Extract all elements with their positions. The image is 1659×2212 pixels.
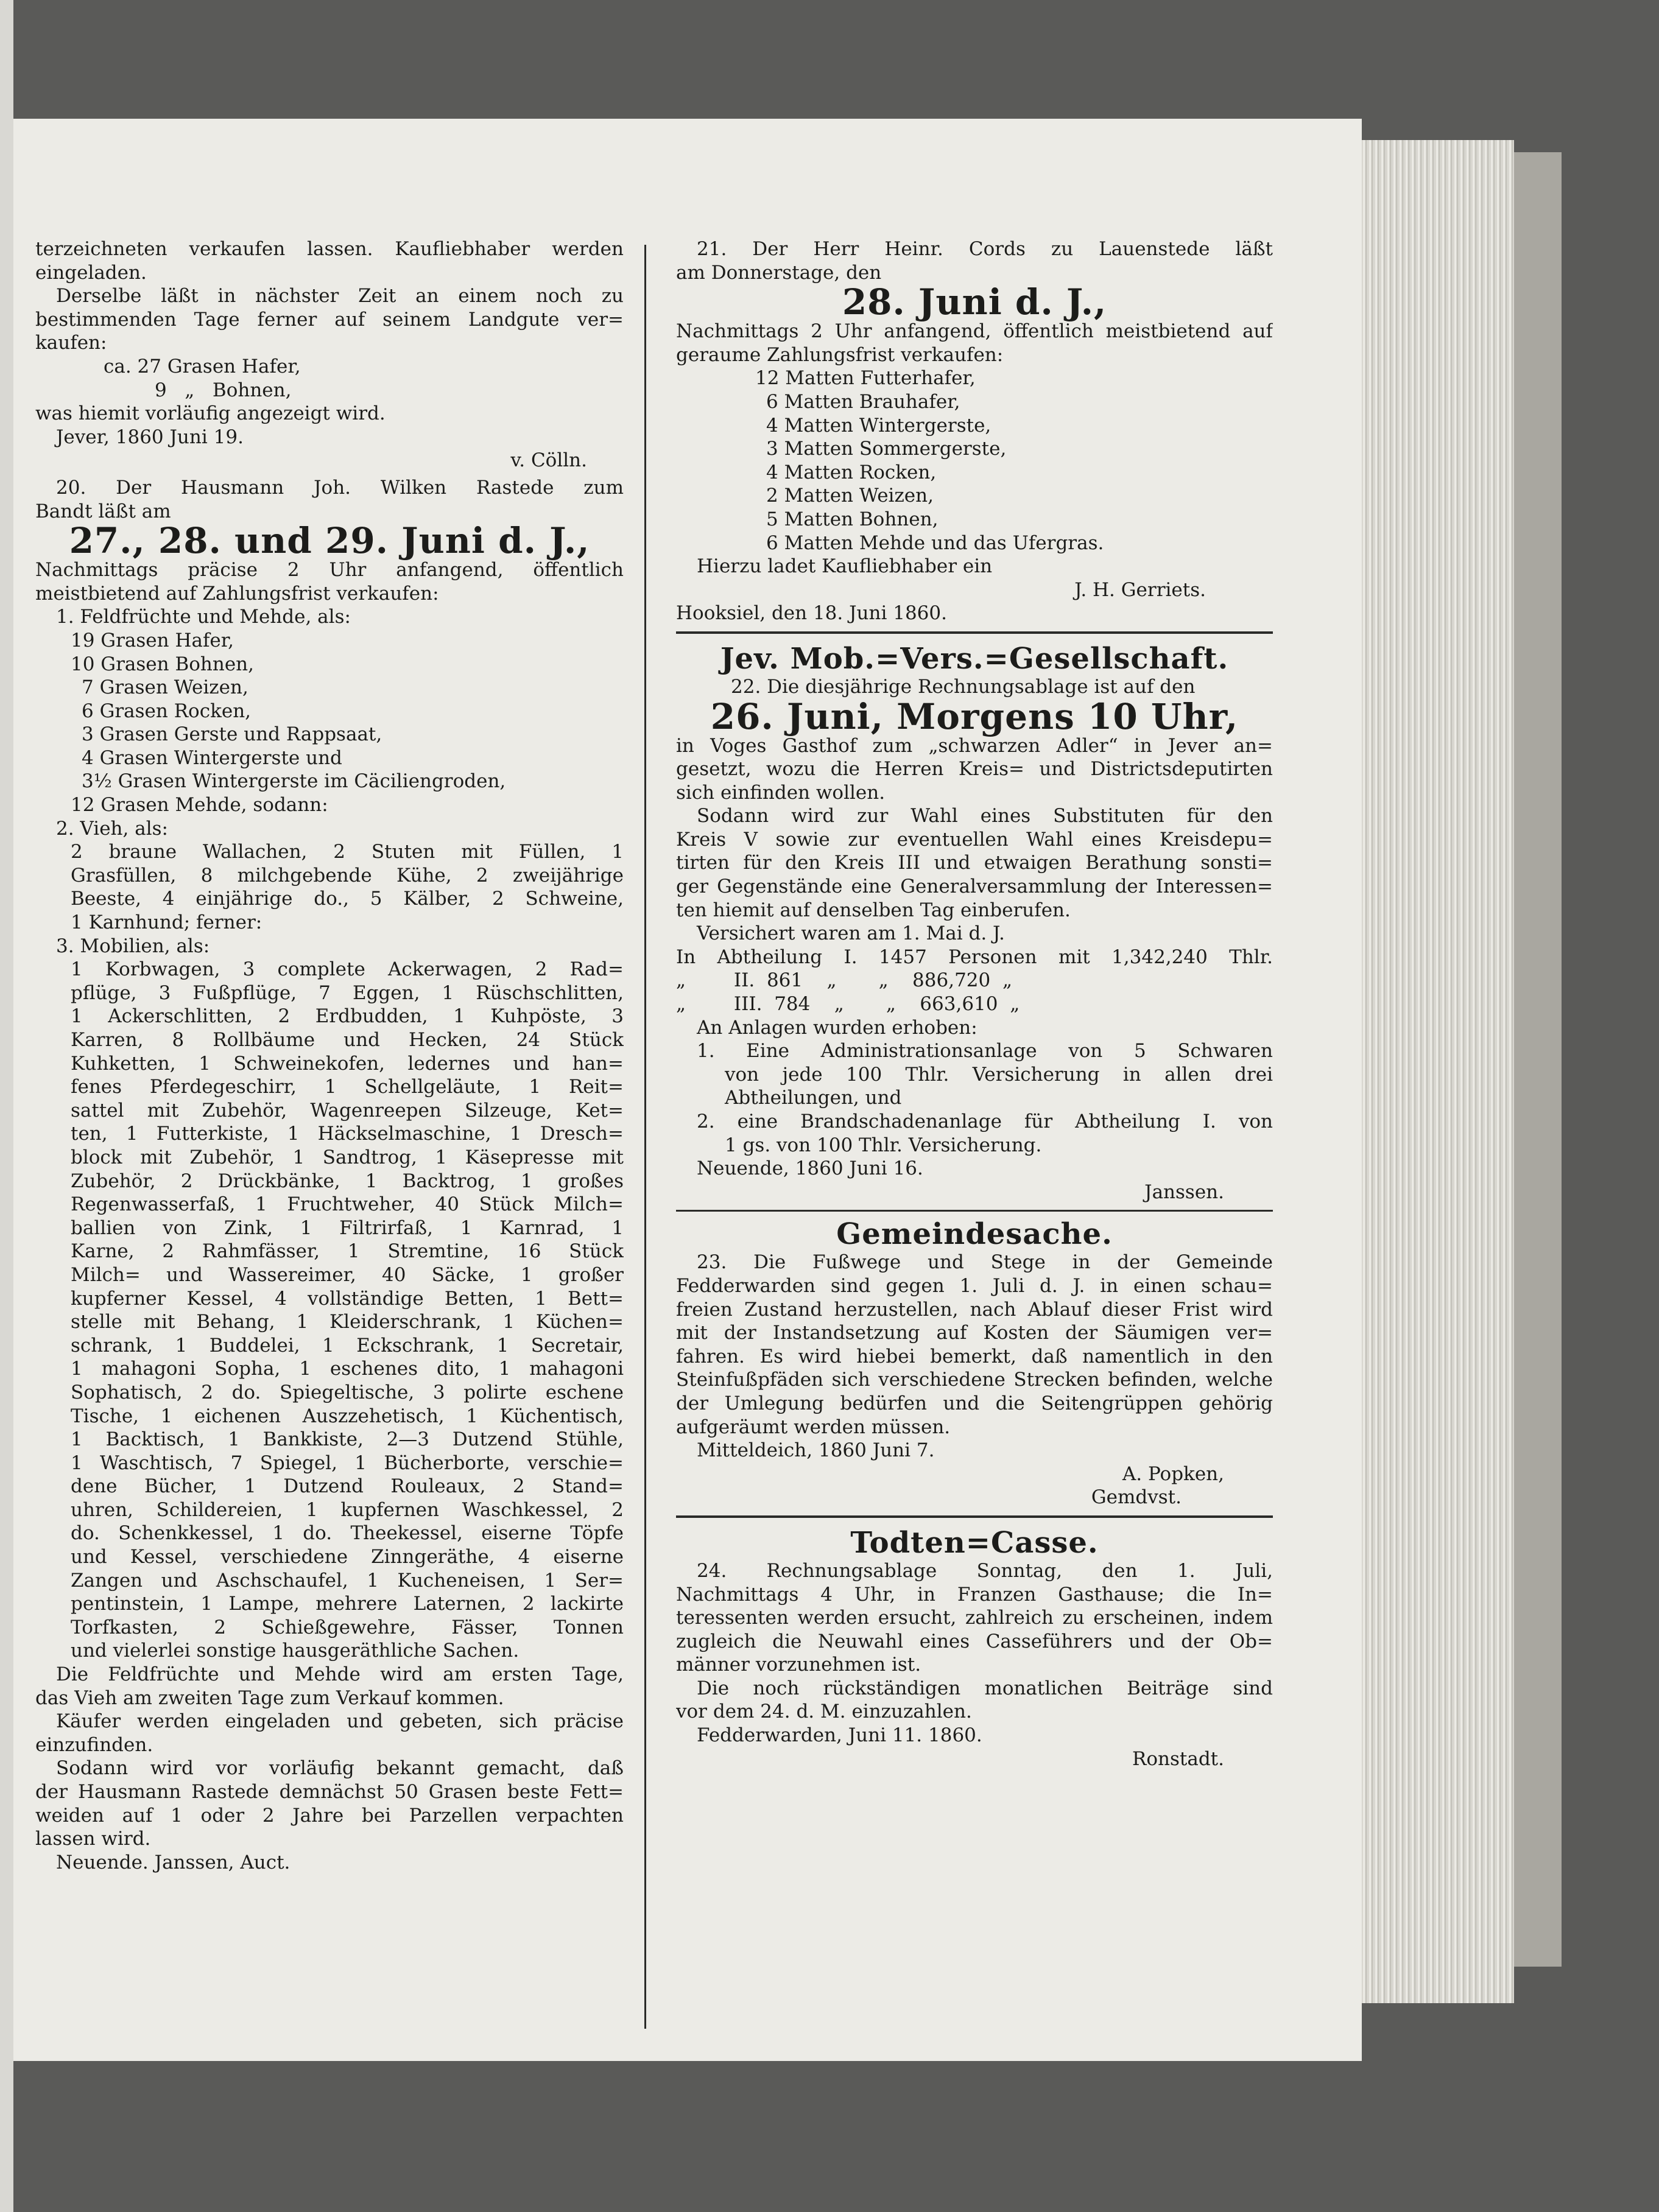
list-item: 12 Matten Futterhafer, — [755, 367, 976, 390]
book-page-edges — [1362, 140, 1514, 2003]
left-column — [35, 237, 624, 1874]
text-line: terzeichneten verkaufen lassen. Kaufliebhaber werden — [35, 238, 624, 260]
text-line: bestimmenden Tage ferner auf seinem Landgute ver= — [35, 308, 624, 331]
text-line: teressenten werden ersucht, zahlreich zu erscheinen, indem — [676, 1607, 1273, 1629]
text-line: tirten für den Kreis III und etwaigen Berathung sonsti= — [676, 852, 1273, 874]
notice-number-23: 23. Die Fußwege und Stege in der Gemeinde — [697, 1251, 1273, 1274]
list-item: 1. Eine Administrationsanlage von 5 Schwaren — [697, 1040, 1273, 1062]
text-line: Die Feldfrüchte und Mehde wird am ersten Tage, — [56, 1663, 624, 1686]
text-line: mit der Instandsetzung auf Kosten der Säumigen ver= — [676, 1322, 1273, 1344]
text-line: sattel mit Zubehör, Wagenreepen Silzeuge, Ket= — [71, 1099, 624, 1122]
list-item: 3 Grasen Gerste und Rappsaat, — [82, 723, 382, 746]
text-line: Zubehör, 2 Drückbänke, 1 Backtrog, 1 großes — [71, 1170, 624, 1192]
list-item: 4 Matten Rocken, — [766, 461, 937, 483]
text-line: weiden auf 1 oder 2 Jahre bei Parzellen verpachten — [35, 1804, 624, 1827]
list-item: 6 Grasen Rocken, — [82, 700, 252, 722]
date-line: Fedderwarden, Juni 11. 1860. — [697, 1724, 982, 1747]
text-line: vor dem 24. d. M. einzuzahlen. — [676, 1701, 972, 1723]
text-line: schrank, 1 Buddelei, 1 Eckschrank, 1 Secretair, — [71, 1334, 624, 1357]
list-item: 6 Matten Brauhafer, — [766, 390, 960, 413]
text-line: Abtheilungen, und — [725, 1087, 902, 1109]
text-line: sich einfinden wollen. — [676, 781, 886, 804]
date-line: Neuende, 1860 Juni 16. — [697, 1157, 923, 1180]
list-item: 9 „ Bohnen, — [155, 379, 292, 401]
text-line: Beeste, 4 einjährige do., 5 Kälber, 2 Schweine, — [71, 888, 624, 910]
signature: Janssen. — [1144, 1181, 1224, 1203]
list-item: 3½ Grasen Wintergerste im Cäciliengroden, — [82, 770, 506, 793]
text-line: ten, 1 Futterkiste, 1 Häckselmaschine, 1 Dresch= — [71, 1123, 624, 1145]
insurance-row: „ III. 784 „ „ 663,610 „ — [676, 993, 1020, 1016]
text-line: ger Gegenstände eine Generalversammlung der Interessen= — [676, 876, 1273, 898]
text-line: Sodann wird vor vorläufig bekannt gemacht, daß — [56, 1757, 624, 1780]
text-line: am Donnerstage, den — [676, 261, 882, 284]
adjacent-page-edge — [0, 0, 13, 2212]
section-title-gemeindesache: Gemeindesache. — [836, 1217, 1113, 1252]
text-line: geraume Zahlungsfrist verkaufen: — [676, 343, 1004, 366]
signature: J. H. Gerriets. — [1074, 578, 1206, 601]
text-line: Käufer werden eingeladen und gebeten, sich präcise — [56, 1710, 624, 1733]
text-line: Derselbe läßt in nächster Zeit an einem noch zu — [56, 285, 624, 307]
text-line: Tische, 1 eichenen Auszzehetisch, 1 Küchentisch, — [71, 1405, 624, 1427]
auction-date-heading: 27., 28. und 29. Juni d. J., — [69, 520, 590, 562]
meeting-date-heading: 26. Juni, Morgens 10 Uhr, — [710, 695, 1239, 737]
text-line: Nachmittags präcise 2 Uhr anfangend, öffentlich — [35, 559, 624, 581]
text-line: der Hausmann Rastede demnächst 50 Grasen beste Fett= — [35, 1781, 624, 1803]
text-line: fahren. Es wird hiebei bemerkt, daß namentlich in den — [676, 1345, 1273, 1368]
text-line: Fedderwarden sind gegen 1. Juli d. J. in einen schau= — [676, 1274, 1273, 1297]
text-line: 2 braune Wallachen, 2 Stuten mit Füllen, 1 — [71, 841, 624, 863]
text-line: Die noch rückständigen monatlichen Beiträge sind — [697, 1677, 1273, 1699]
text-line: ballien von Zink, 1 Filtrirfaß, 1 Karnrad, 1 — [71, 1217, 624, 1239]
section-title-gesellschaft: Jev. Mob.=Vers.=Gesellschaft. — [720, 641, 1229, 676]
text-line: in Voges Gasthof zum „schwarzen Adler“ in Jever an= — [676, 734, 1273, 757]
text-line: eingeladen. — [35, 261, 147, 284]
date-line: Hooksiel, den 18. Juni 1860. — [676, 602, 947, 625]
text-line: zugleich die Neuwahl eines Casseführers und der Ob= — [676, 1630, 1273, 1652]
text-line: freien Zustand herzustellen, nach Ablauf dieser Frist wird — [676, 1298, 1273, 1321]
notice-number-22: 22. Die diesjährige Rechnungsablage ist auf den — [731, 675, 1196, 698]
notice-number-21: 21. Der Herr Heinr. Cords zu Lauenstede läßt — [697, 238, 1273, 260]
text-line: pentinstein, 1 Lampe, mehrere Laternen, 2 lackirte — [71, 1593, 624, 1615]
text-line: einzufinden. — [35, 1733, 153, 1756]
text-line: uhren, Schildereien, 1 kupfernen Waschkessel, 2 — [71, 1498, 624, 1521]
date-line: Jever, 1860 Juni 19. — [56, 426, 244, 448]
text-line: männer vorzunehmen ist. — [676, 1654, 921, 1676]
text-line: block mit Zubehör, 1 Sandtrog, 1 Käsepresse mit — [71, 1146, 624, 1168]
list-item: 4 Matten Wintergerste, — [766, 414, 992, 437]
text-line: 1 Karnhund; ferner: — [71, 911, 262, 934]
text-line: 1 Backtisch, 1 Bankkiste, 2—3 Dutzend Stühle, — [71, 1428, 624, 1451]
list-item: ca. 27 Grasen Hafer, — [104, 355, 301, 377]
text-line: 1 Korbwagen, 3 complete Ackerwagen, 2 Rad= — [71, 958, 624, 981]
text-line: Zangen und Aschschaufel, 1 Kucheneisen, 1 Ser= — [71, 1569, 624, 1592]
text-line: dene Bücher, 1 Dutzend Rouleaux, 2 Stand= — [71, 1475, 624, 1498]
list-item: 12 Grasen Mehde, sodann: — [71, 794, 328, 816]
text-line: kaufen: — [35, 332, 107, 354]
text-line: Torfkasten, 2 Schießgewehre, Fässer, Tonnen — [71, 1616, 624, 1638]
text-line: gesetzt, wozu die Herren Kreis= und Districtsdeputirten — [676, 758, 1273, 781]
text-line: kupferner Kessel, 4 vollständige Betten, 1 Bett= — [71, 1287, 624, 1310]
text-line: Kuhketten, 1 Schweinekofen, ledernes und han= — [71, 1052, 624, 1075]
signature-title: Gemdvst. — [1091, 1486, 1182, 1509]
text-line: Sodann wird zur Wahl eines Substituten für den — [697, 805, 1273, 827]
text-line: Hierzu ladet Kaufliebhaber ein — [697, 555, 993, 578]
insurance-row: „ II. 861 „ „ 886,720 „ — [676, 969, 1013, 992]
insurance-row: In Abtheilung I. 1457 Personen mit 1,342,240 Thlr. — [676, 946, 1273, 968]
text-line: Nachmittags 4 Uhr, in Franzen Gasthause; die In= — [676, 1583, 1273, 1606]
list-item: 5 Matten Bohnen, — [766, 508, 939, 530]
text-line: An Anlagen wurden erhoben: — [697, 1016, 977, 1039]
list-item: 6 Matten Mehde und das Ufergras. — [766, 532, 1104, 554]
text-line: und vielerlei sonstige hausgeräthliche Sachen. — [71, 1640, 520, 1662]
text-line: Steinfußpfäden sich verschiedene Strecken befinden, welche — [676, 1369, 1273, 1391]
list-item: 3 Matten Sommergerste, — [766, 438, 1007, 460]
text-line: lassen wird. — [35, 1828, 151, 1850]
text-line: 1 gs. von 100 Thlr. Versicherung. — [725, 1134, 1042, 1156]
auction-date-heading: 28. Juni d. J., — [842, 281, 1107, 323]
text-line: pflüge, 3 Fußpflüge, 7 Eggen, 1 Rüschschlitten, — [71, 981, 624, 1004]
list-item: 2 Matten Weizen, — [766, 485, 934, 507]
signature: v. Cölln. — [510, 449, 587, 472]
text-line: der Umlegung bedürfen und die Seitengrüppen gehörig — [676, 1392, 1273, 1414]
text-line: das Vieh am zweiten Tage zum Verkauf kommen. — [35, 1687, 504, 1709]
text-line: Nachmittags 2 Uhr anfangend, öffentlich meistbietend auf — [676, 320, 1273, 343]
text-line: meistbietend auf Zahlungsfrist verkaufen: — [35, 582, 439, 605]
section-heading: 1. Feldfrüchte und Mehde, als: — [56, 606, 351, 628]
text-line: fenes Pferdegeschirr, 1 Schellgeläute, 1 Reit= — [71, 1076, 624, 1098]
section-divider — [676, 1515, 1273, 1518]
text-line: und Kessel, verschiedene Zinngeräthe, 4 eiserne — [71, 1546, 624, 1568]
text-line: ten hiemit auf denselben Tag einberufen. — [676, 899, 1071, 921]
text-line: Karren, 8 Rollbäume und Hecken, 24 Stück — [71, 1029, 624, 1051]
right-column — [676, 237, 1273, 1771]
section-divider — [676, 631, 1273, 634]
section-title-todten-casse: Todten=Casse. — [850, 1525, 1099, 1560]
list-item: 2. eine Brandschadenanlage für Abtheilung I. von — [697, 1111, 1273, 1132]
text-line: 1 Waschtisch, 7 Spiegel, 1 Bücherborte, verschie= — [71, 1452, 624, 1474]
text-line: Versichert waren am 1. Mai d. J. — [697, 922, 1005, 945]
text-line: von jede 100 Thlr. Versicherung in allen drei — [725, 1063, 1273, 1086]
column-divider — [644, 245, 646, 2029]
notice-number-24: 24. Rechnungsablage Sonntag, den 1. Juli, — [697, 1559, 1273, 1582]
signature: Ronstadt. — [1132, 1747, 1224, 1770]
signature: A. Popken, — [1122, 1462, 1224, 1485]
book-cover-edge — [1514, 152, 1562, 1967]
text-line: Milch= und Wassereimer, 40 Säcke, 1 großer — [71, 1263, 624, 1286]
text-line: Grasfüllen, 8 milchgebende Kühe, 2 zweijährige — [71, 864, 624, 887]
list-item: 4 Grasen Wintergerste und — [82, 746, 342, 769]
list-item: 7 Grasen Weizen, — [82, 676, 248, 699]
text-line: was hiemit vorläufig angezeigt wird. — [35, 402, 386, 425]
list-item: 19 Grasen Hafer, — [71, 629, 234, 651]
date-line: Mitteldeich, 1860 Juni 7. — [697, 1439, 935, 1462]
text-line: Kreis V sowie zur eventuellen Wahl eines Kreisdepu= — [676, 828, 1273, 851]
text-line: 1 Ackerschlitten, 2 Erdbudden, 1 Kuhpöste, 3 — [71, 1005, 624, 1028]
text-line: Bandt läßt am — [35, 500, 171, 522]
text-line: stelle mit Behang, 1 Kleiderschrank, 1 Küchen= — [71, 1311, 624, 1333]
notice-number-20: 20. Der Hausmann Joh. Wilken Rastede zum — [56, 476, 624, 499]
text-line: Sophatisch, 2 do. Spiegeltische, 3 polirte eschene — [71, 1381, 624, 1403]
text-line: Regenwasserfaß, 1 Fruchtweher, 40 Stück Milch= — [71, 1193, 624, 1216]
section-heading: 2. Vieh, als: — [56, 817, 168, 840]
section-heading: 3. Mobilien, als: — [56, 935, 210, 957]
text-line: Karne, 2 Rahmfässer, 1 Stremtine, 16 Stück — [71, 1240, 624, 1263]
text-line: do. Schenkkessel, 1 do. Theekessel, eiserne Töpfe — [71, 1522, 624, 1545]
signature: Neuende. Janssen, Auct. — [56, 1851, 291, 1873]
list-item: 10 Grasen Bohnen, — [71, 653, 254, 675]
section-divider — [676, 1210, 1273, 1212]
text-line: aufgeräumt werden müssen. — [676, 1416, 951, 1438]
text-line: 1 mahagoni Sopha, 1 eschenes dito, 1 mahagoni — [71, 1358, 624, 1380]
